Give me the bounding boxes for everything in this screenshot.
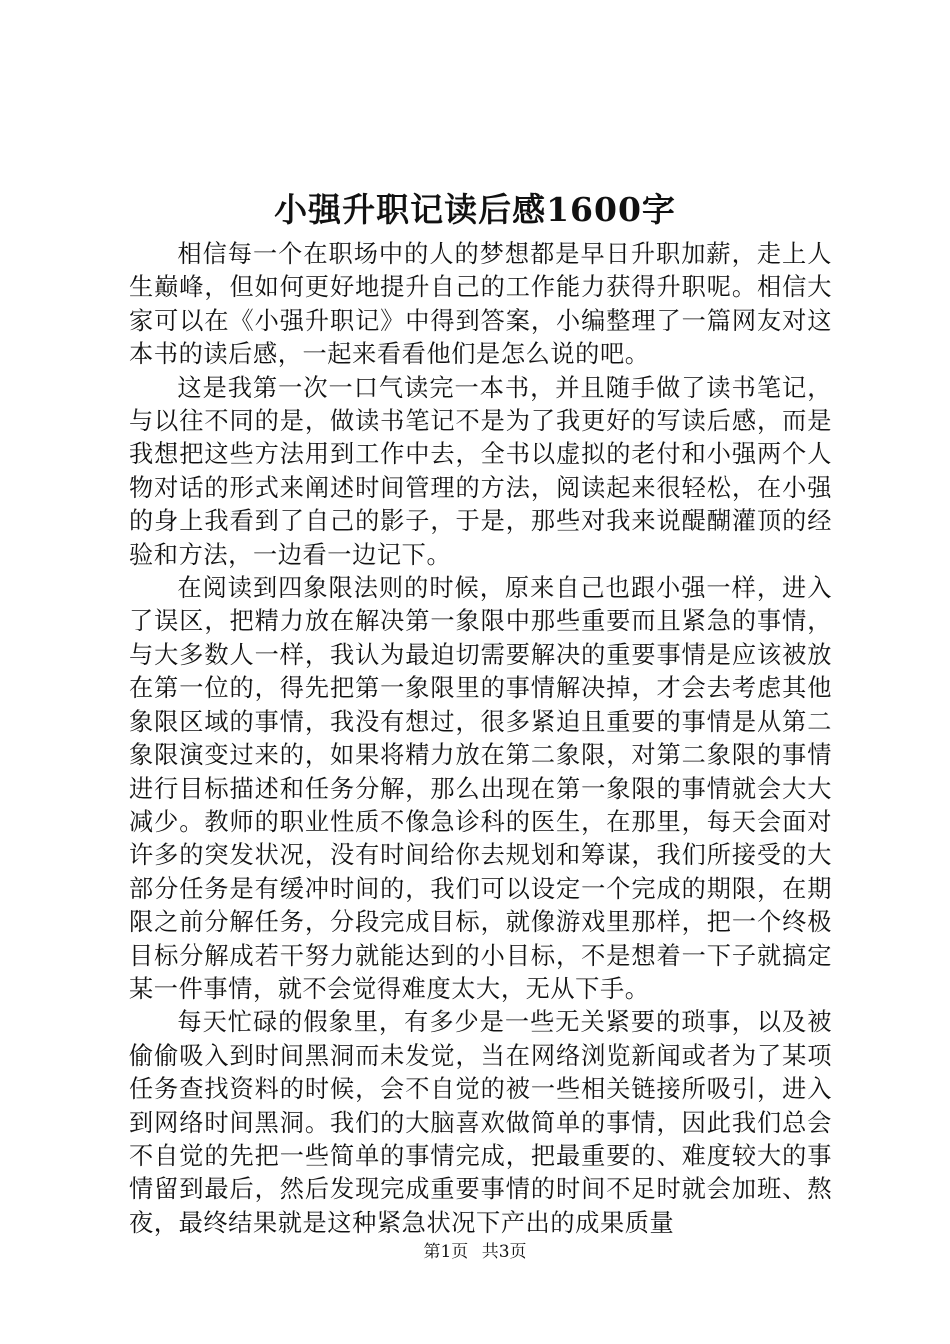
page-number: 第1页 <box>423 1242 469 1262</box>
document-title: 小强升职记读后感1600字 <box>274 190 676 229</box>
document-body <box>129 238 832 1240</box>
paragraph-1: 相信每一个在职场中的人的梦想都是早日升职加薪，走上人生巅峰，但如何更好地提升自己的工作能力获得升职呢。相信大家可以在《小强升职记》中得到答案，小编整理了一篇网友对这本书的读后感，一起来看看他们是怎么说的吧。 <box>129 240 832 369</box>
paragraph-4: 每天忙碌的假象里，有多少是一些无关紧要的琐事，以及被偷偷吸入到时间黑洞而未发觉，当在网络浏览新闻或者为了某项任务查找资料的时候，会不自觉的被一些相关链接所吸引，进入到网络时间黑洞。我们的大脑喜欢做简单的事情，因此我们总会不自觉的先把一些简单的事情完成，把最重要的、难度较大的事情留到最后，然后发现完成重要事情的时间不足时就会加班、熬夜，最终结果就是这种紧急状况下产出的成果质量 <box>129 1008 832 1237</box>
page-footer <box>0 1240 950 1264</box>
page-total: 共3页 <box>481 1242 527 1262</box>
paragraph-2: 这是我第一次一口气读完一本书，并且随手做了读书笔记，与以往不同的是，做读书笔记不是为了我更好的写读后感，而是我想把这些方法用到工作中去，全书以虚拟的老付和小强两个人物对话的形式来阐述时间管理的方法，阅读起来很轻松，在小强的身上我看到了自己的影子，于是，那些对我来说醍醐灌顶的经验和方法，一边看一边记下。 <box>129 373 832 569</box>
paragraph-3: 在阅读到四象限法则的时候，原来自己也跟小强一样，进入了误区，把精力放在解决第一象限中那些重要而且紧急的事情，与大多数人一样，我认为最迫切需要解决的重要事情是应该被放在第一位的，得先把第一象限里的事情解决掉，才会去考虑其他象限区域的事情，我没有想过，很多紧迫且重要的事情是从第二象限演变过来的，如果将精力放在第二象限，对第二象限的事情进行目标描述和任务分解，那么出现在第一象限的事情就会大大减少。教师的职业性质不像急诊科的医生，在那里，每天会面对许多的突发状况，没有时间给你去规划和筹谋，我们所接受的大部分任务是有缓冲时间的，我们可以设定一个完成的期限，在期限之前分解任务，分段完成目标，就像游戏里那样，把一个终极目标分解成若干努力就能达到的小目标，不是想着一下子就搞定某一件事情，就不会觉得难度太大，无从下手。 <box>129 574 832 1003</box>
